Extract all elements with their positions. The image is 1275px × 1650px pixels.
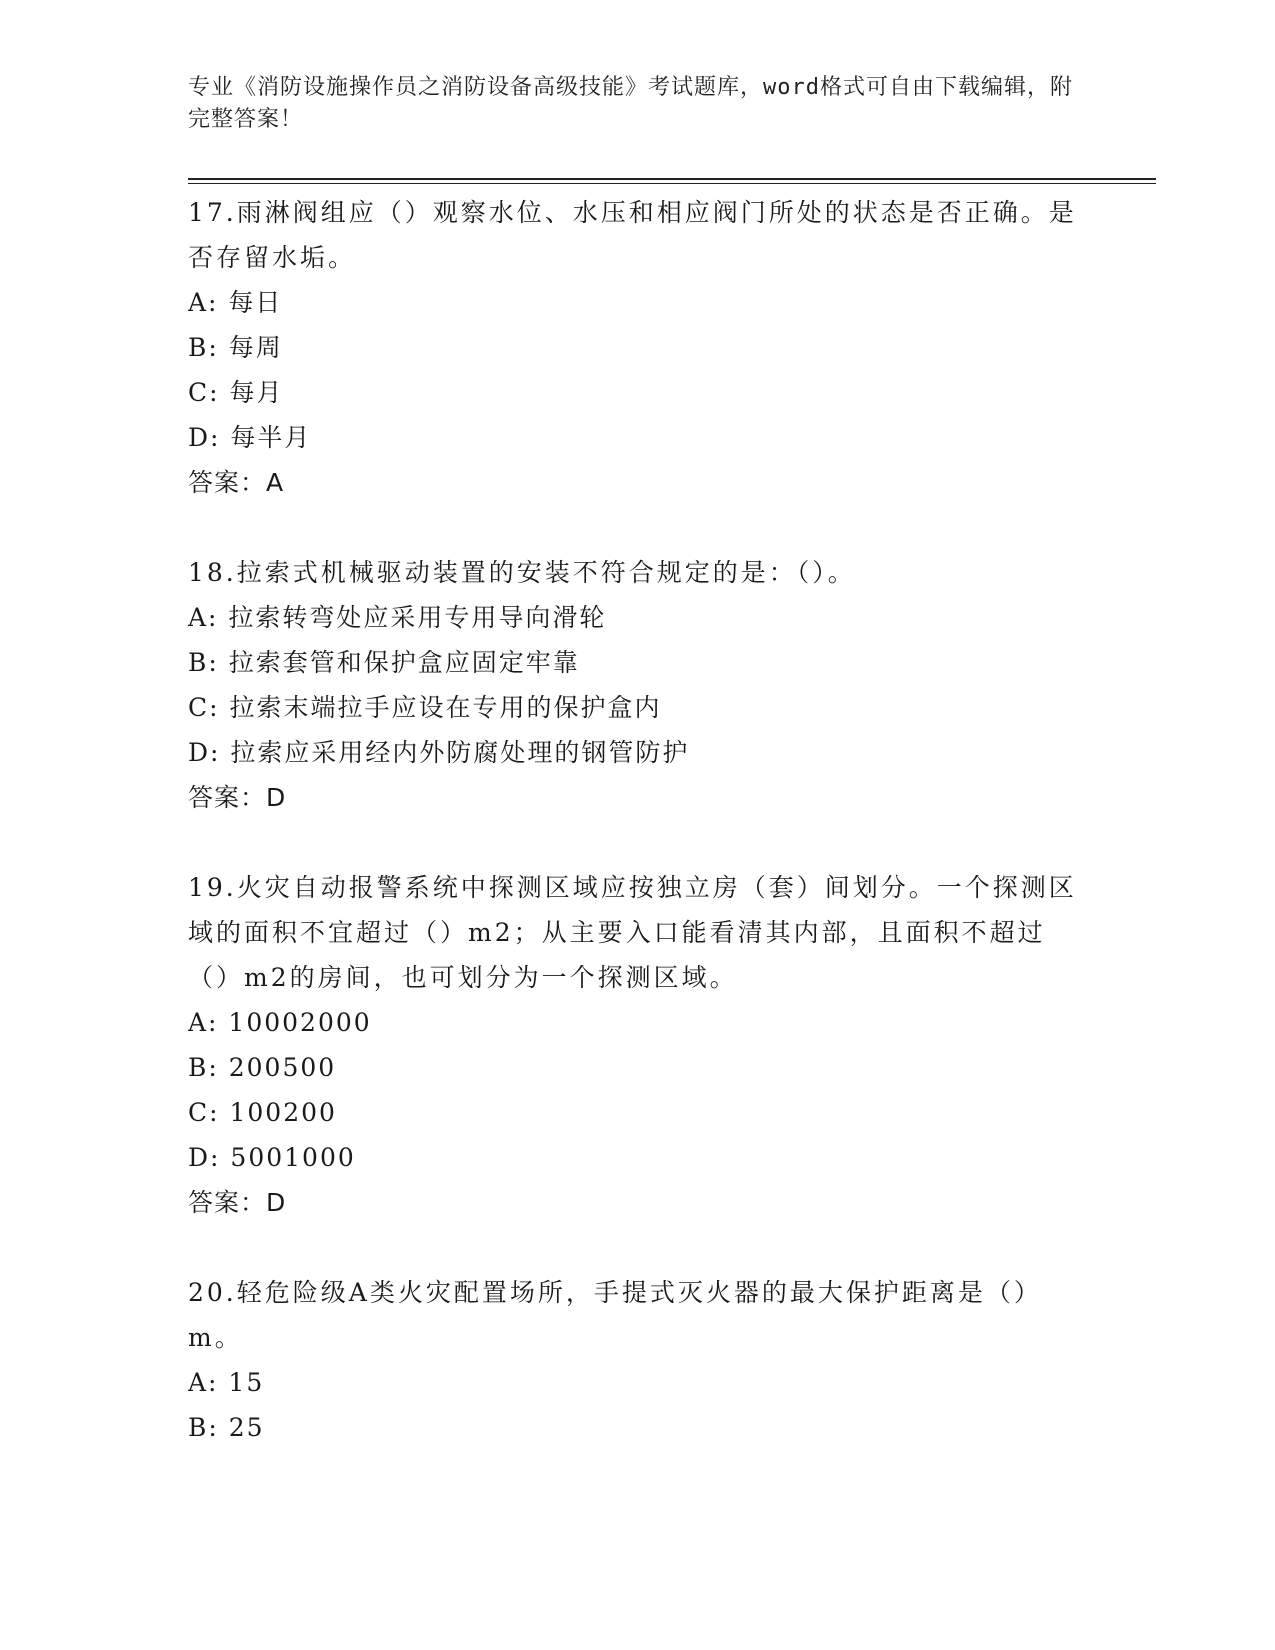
question-list [188,190,1088,1450]
question-19 [188,865,1088,1225]
question-text: 17.雨淋阀组应（）观察水位、水压和相应阀门所处的状态是否正确。是否存留水垢。 [188,198,1077,272]
question-text: 19.火灾自动报警系统中探测区域应按独立房（套）间划分。一个探测区域的面积不宜超过（）m2；从主要入口能看清其内部，且面积不超过（）m2的房间，也可划分为一个探测区域。 [188,873,1077,992]
option-a: A: 拉索转弯处应采用专用导向滑轮 [188,603,607,632]
option-a: A: 10002000 [188,1008,372,1037]
option-b: B: 每周 [188,333,283,362]
option-c: C: 拉索末端拉手应设在专用的保护盒内 [188,693,662,722]
answer: 答案：D [188,1188,287,1217]
option-d: D: 每半月 [188,423,312,452]
option-d: D: 5001000 [188,1143,356,1172]
question-spacer [188,1225,1088,1270]
option-b: B: 25 [188,1413,265,1442]
question-text: 18.拉索式机械驱动装置的安装不符合规定的是：（）。 [188,558,856,587]
header-divider-thick [188,178,1156,180]
question-18 [188,550,1088,820]
option-a: A: 每日 [188,288,283,317]
answer: 答案：A [188,468,285,497]
document-header: 专业《消防设施操作员之消防设备高级技能》考试题库，word格式可自由下载编辑，附完整答案！ [188,75,1073,132]
question-spacer [188,820,1088,865]
question-17 [188,190,1088,505]
answer: 答案：D [188,783,287,812]
option-b: B: 拉索套管和保护盒应固定牢靠 [188,648,580,677]
question-20 [188,1270,1088,1450]
option-a: A: 15 [188,1368,265,1397]
option-c: C: 每月 [188,378,284,407]
question-spacer [188,505,1088,550]
option-c: C: 100200 [188,1098,337,1127]
header-divider-thin [188,183,1156,184]
question-text: 20.轻危险级A类火灾配置场所，手提式灭火器的最大保护距离是（）m。 [188,1278,1042,1352]
option-d: D: 拉索应采用经内外防腐处理的钢管防护 [188,738,690,767]
option-b: B: 200500 [188,1053,337,1082]
